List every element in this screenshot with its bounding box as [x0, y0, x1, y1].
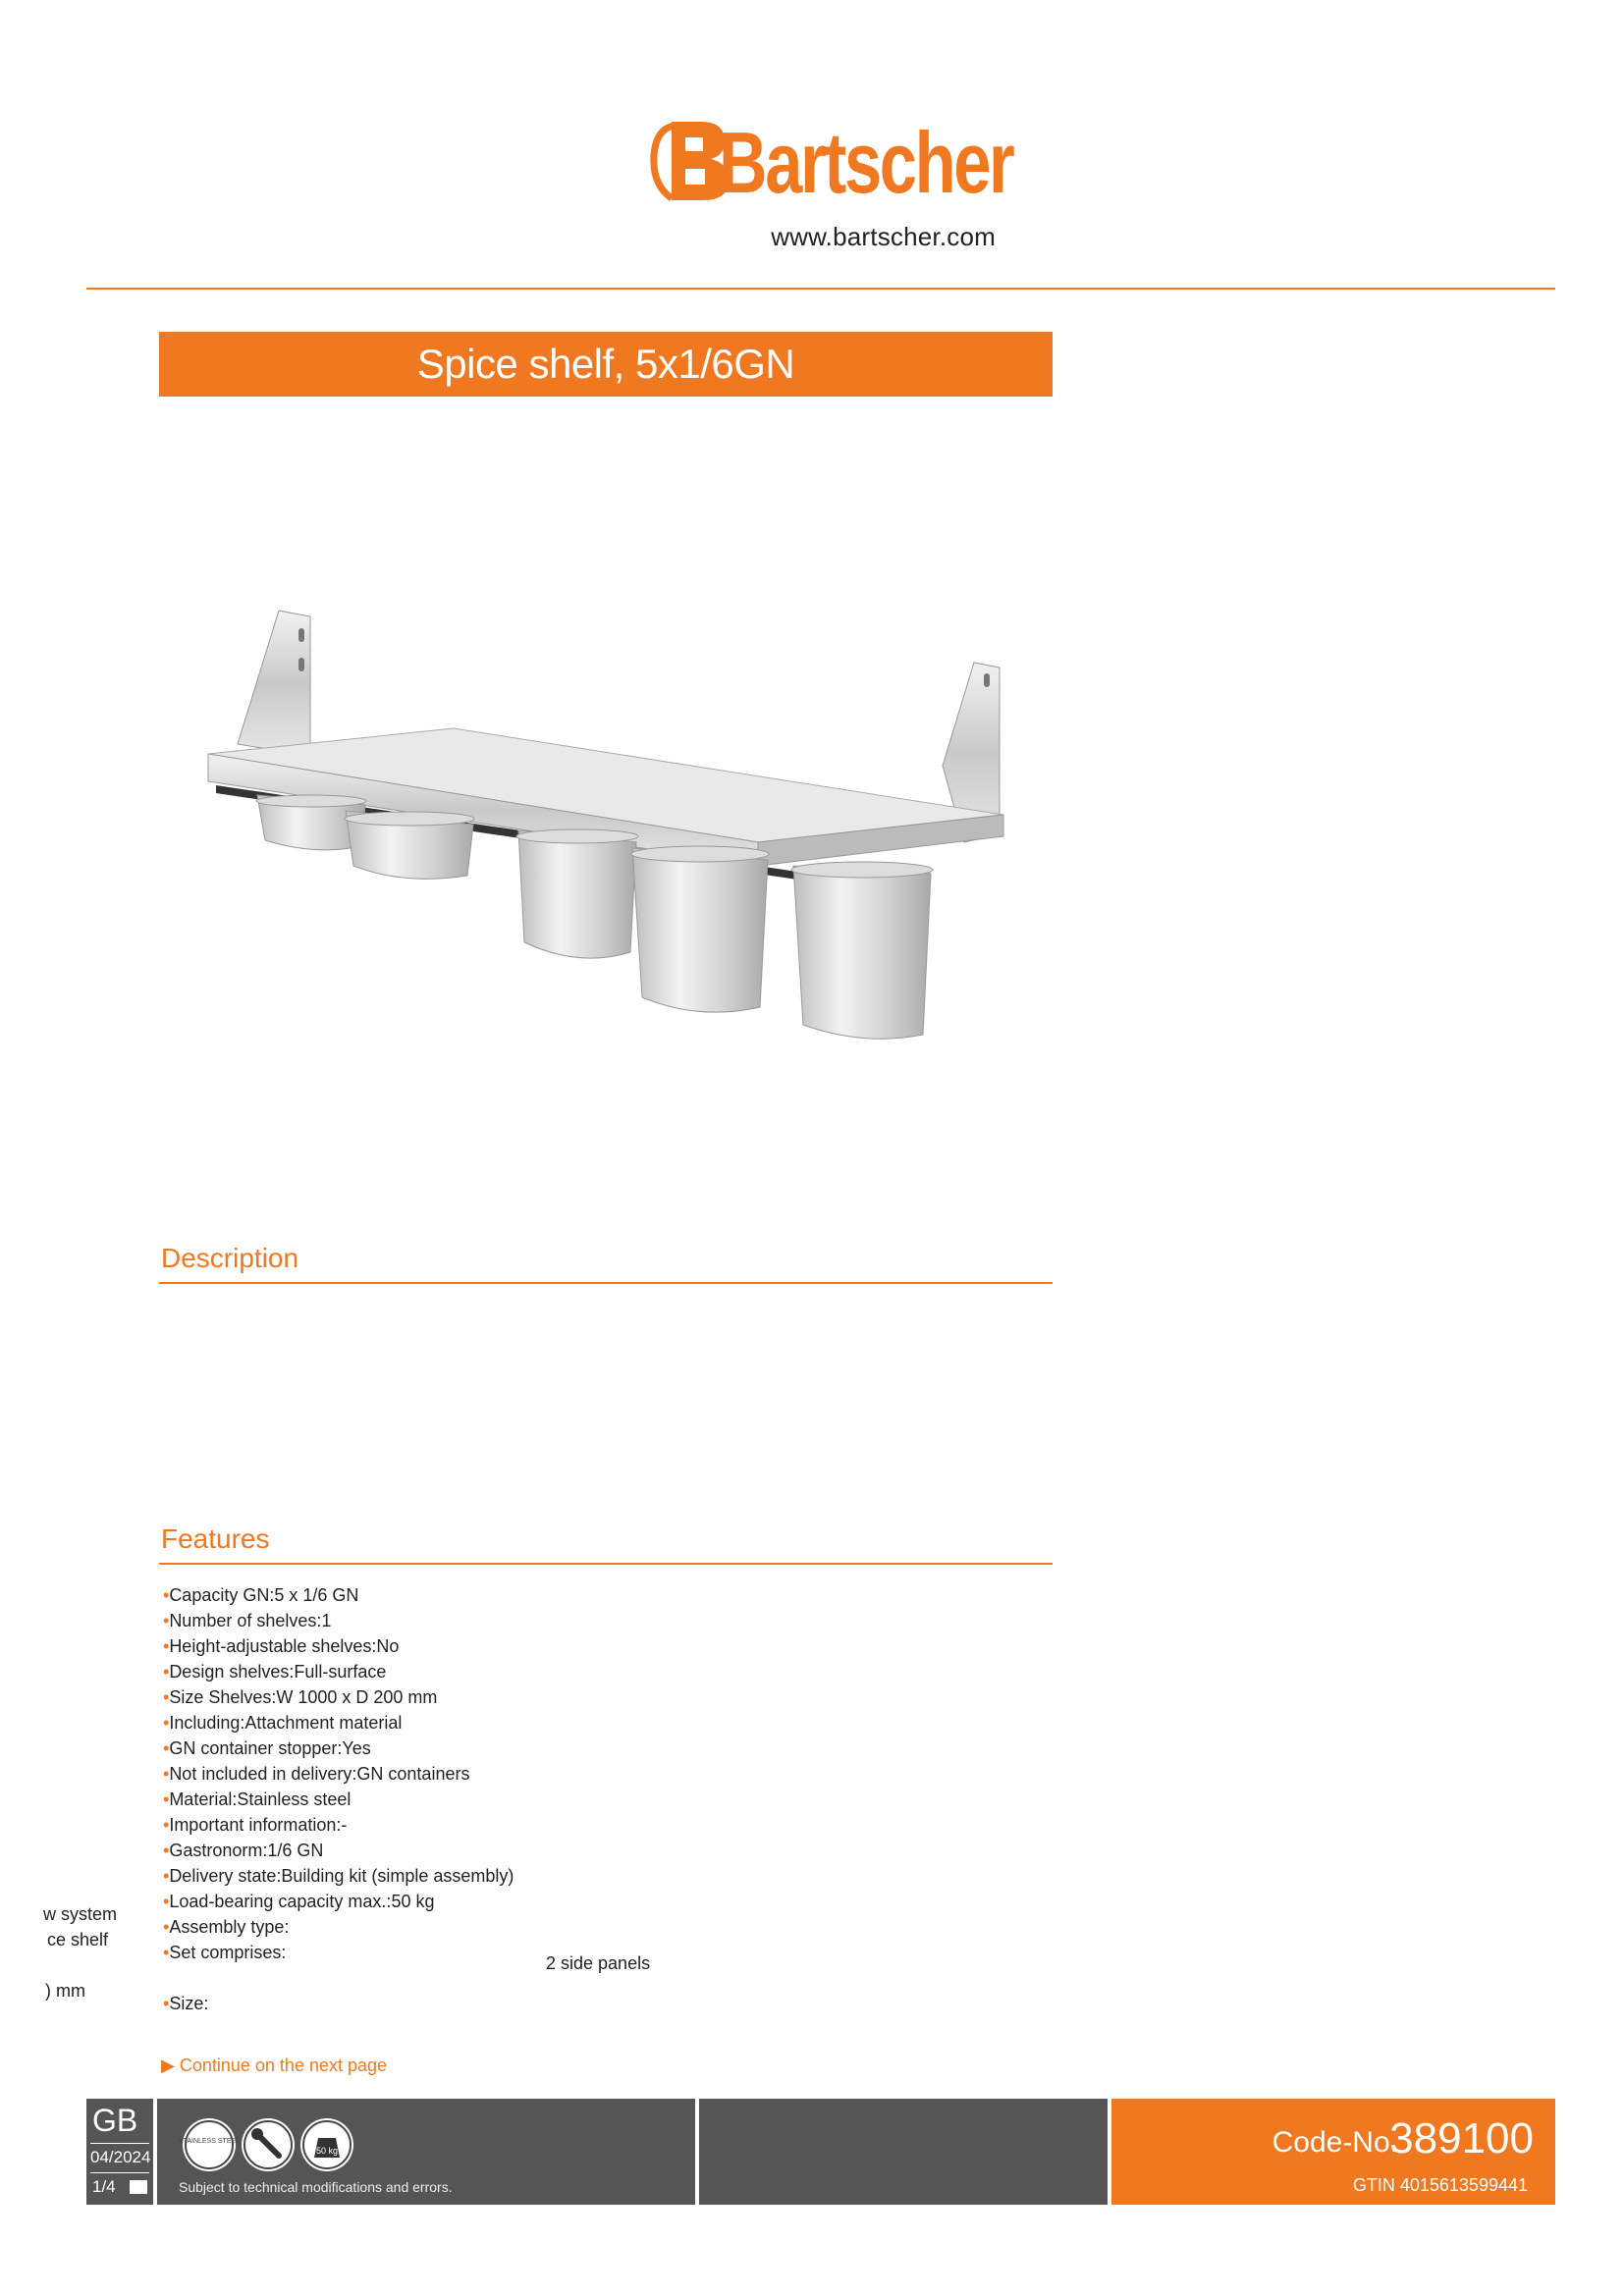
svg-text:STAINLESS STEEL: STAINLESS STEEL [178, 2138, 241, 2145]
header-divider [86, 288, 1555, 290]
description-heading [159, 1243, 1053, 1284]
feature-item: •Material:Stainless steel [163, 1789, 352, 1809]
footer [86, 2099, 1555, 2205]
book-icon [130, 2180, 147, 2194]
footer-separator [90, 2143, 149, 2144]
feature-item: •Size: [163, 1994, 209, 2013]
language-code: GB [92, 2103, 138, 2138]
footer-date: 04/2024 [90, 2148, 151, 2166]
feature-item: •Important information:- [163, 1815, 348, 1835]
feature-item: •Including:Attachment material [163, 1713, 403, 1733]
feature-item: •Height-adjustable shelves:No [163, 1636, 400, 1656]
gtin: GTIN 4015613599441 [1352, 2175, 1528, 2195]
footer-middle-box [699, 2099, 1108, 2205]
feature-spacer [163, 1965, 752, 1991]
stainless-steel-icon [178, 2118, 241, 2171]
features-divider [159, 1563, 1053, 1565]
weight-50kg-icon [300, 2118, 353, 2171]
features-heading [159, 1523, 1053, 1565]
feature-item: •Design shelves:Full-surface [163, 1662, 387, 1682]
continue-link[interactable] [161, 2056, 387, 2076]
continue-label: Continue on the next page [179, 2056, 388, 2075]
side-panels-text: 2 side panels [546, 1953, 651, 1973]
description-divider [159, 1282, 1053, 1284]
feature-item: •Size Shelves:W 1000 x D 200 mm [163, 1687, 438, 1707]
feature-item: •Load-bearing capacity max.:50 kg [163, 1892, 435, 1911]
description-title: Description [161, 1243, 299, 1273]
footer-separator [90, 2172, 149, 2173]
svg-text:50 kg: 50 kg [315, 2146, 339, 2156]
footer-icons-box [157, 2099, 695, 2205]
features-list [163, 1582, 752, 2016]
product-image [208, 609, 1013, 1041]
feature-item: •GN container stopper:Yes [163, 1738, 371, 1758]
footer-code-box [1111, 2099, 1555, 2205]
brand-url[interactable]: www.bartscher.com [771, 222, 996, 251]
feature-item: •Delivery state:Building kit (simple assembly) [163, 1866, 514, 1886]
page-number: 1/4 [92, 2177, 147, 2197]
feature-item: •Not included in delivery:GN containers [163, 1764, 470, 1784]
feature-item: •Assembly type: [163, 1917, 290, 1937]
triangle-right-icon: ▶ [161, 2056, 175, 2075]
code-label: Code-No. [1272, 2126, 1398, 2159]
cut-off-text: w system [43, 1904, 118, 1924]
features-title: Features [161, 1523, 270, 1554]
code-number: 389100 [1389, 2114, 1534, 2163]
footer-note: Subject to technical modifications and errors. [179, 2179, 453, 2195]
logo-wordmark: Bartscher [719, 114, 1013, 211]
product-title: Spice shelf, 5x1/6GN [159, 332, 1053, 397]
brand-logo [652, 114, 1013, 263]
feature-item: •Set comprises: [163, 1943, 287, 1962]
wrench-icon [242, 2118, 295, 2171]
feature-item: •Number of shelves:1 [163, 1611, 332, 1630]
cut-off-text: ) mm [45, 1981, 85, 2001]
cut-off-text: ce shelf [47, 1930, 109, 1949]
feature-item: •Capacity GN:5 x 1/6 GN [163, 1585, 359, 1605]
feature-item: •Gastronorm:1/6 GN [163, 1841, 324, 1860]
footer-language-box [86, 2099, 153, 2205]
